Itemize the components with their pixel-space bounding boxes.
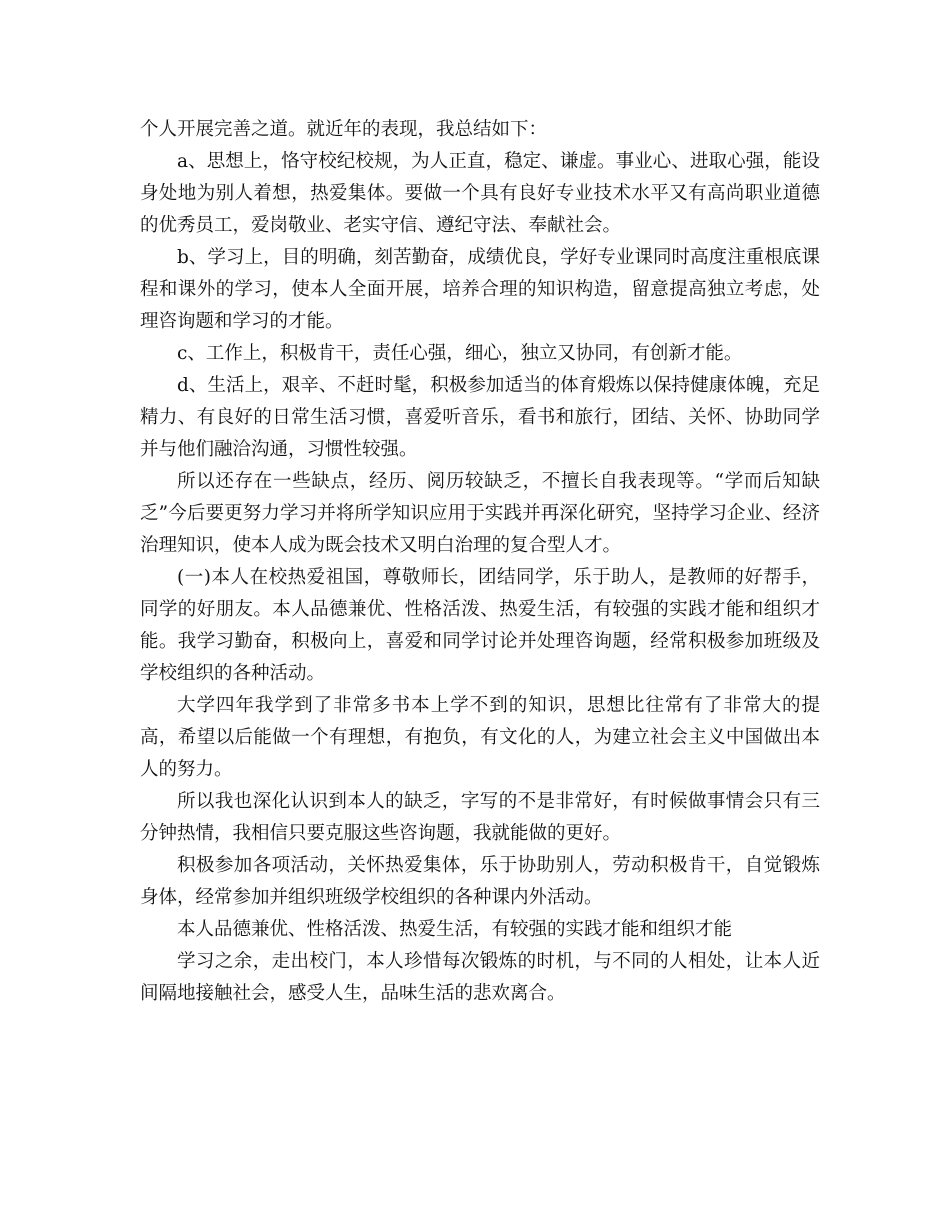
paragraph-school-conduct: (一)本人在校热爱祖国，尊敬师长，团结同学，乐于助人，是教师的好帮手，同学的好朋友。本人品德兼优、性格活泼、热爱生活，有较强的实践才能和组织才能。我学习勤奋，积极向上，喜爱和同学讨论并处理咨询题，经常积极参加班级及学校组织的各种活动。 [140,567,820,684]
paragraph-intro: 个人开展完善之道。就近年的表现，我总结如下： [140,119,548,140]
paragraph-social: 学习之余，走出校门，本人珍惜每次锻炼的时机，与不同的人相处，让本人近间隔地接触社会，感受人生，品味生活的悲欢离合。 [140,951,820,1004]
paragraph-activities: 积极参加各项活动，关怀热爱集体，乐于协助别人，劳动积极肯干，自觉锻炼身体，经常参加并组织班级学校组织的各种课内外活动。 [140,855,820,908]
paragraph-shortcomings: 所以还存在一些缺点，经历、阅历较缺乏，不擅长自我表现等。“学而后知缺乏”今后要更努力学习并将所学知识应用于实践并再深化研究，坚持学习企业、经济治理知识，使本人成为既会技术又明白治理的复合型人才。 [140,471,820,556]
paragraph-thought: a、思想上，恪守校纪校规，为人正直，稳定、谦虚。事业心、进取心强，能设身处地为别人着想，热爱集体。要做一个具有良好专业技术水平又有高尚职业道德的优秀员工，爱岗敬业、老实守信、遵纪守法、奉献社会。 [140,151,820,236]
paragraph-study: b、学习上，目的明确，刻苦勤奋，成绩优良，学好专业课同时高度注重根底课程和课外的学习，使本人全面开展，培养合理的知识构造，留意提高独立考虑，处理咨询题和学习的才能。 [140,247,820,332]
document-body [140,114,820,1010]
paragraph-self-awareness: 所以我也深化认识到本人的缺乏，字写的不是非常好，有时候做事情会只有三分钟热情，我相信只要克服这些咨询题，我就能做的更好。 [140,791,820,844]
paragraph-life: d、生活上，艰辛、不赶时髦，积极参加适当的体育煅炼以保持健康体魄，充足精力、有良好的日常生活习惯，喜爱听音乐，看书和旅行，团结、关怀、协助同学并与他们融洽沟通，习惯性较强。 [140,375,820,460]
paragraph-character: 本人品德兼优、性格活泼、热爱生活，有较强的实践才能和组织才能 [177,919,733,940]
paragraph-university: 大学四年我学到了非常多书本上学不到的知识，思想比往常有了非常大的提高，希望以后能做一个有理想，有抱负，有文化的人，为建立社会主义中国做出本人的努力。 [140,695,820,780]
paragraph-work: c、工作上，积极肯干，责任心强，细心，独立又协同，有创新才能。 [177,343,743,364]
